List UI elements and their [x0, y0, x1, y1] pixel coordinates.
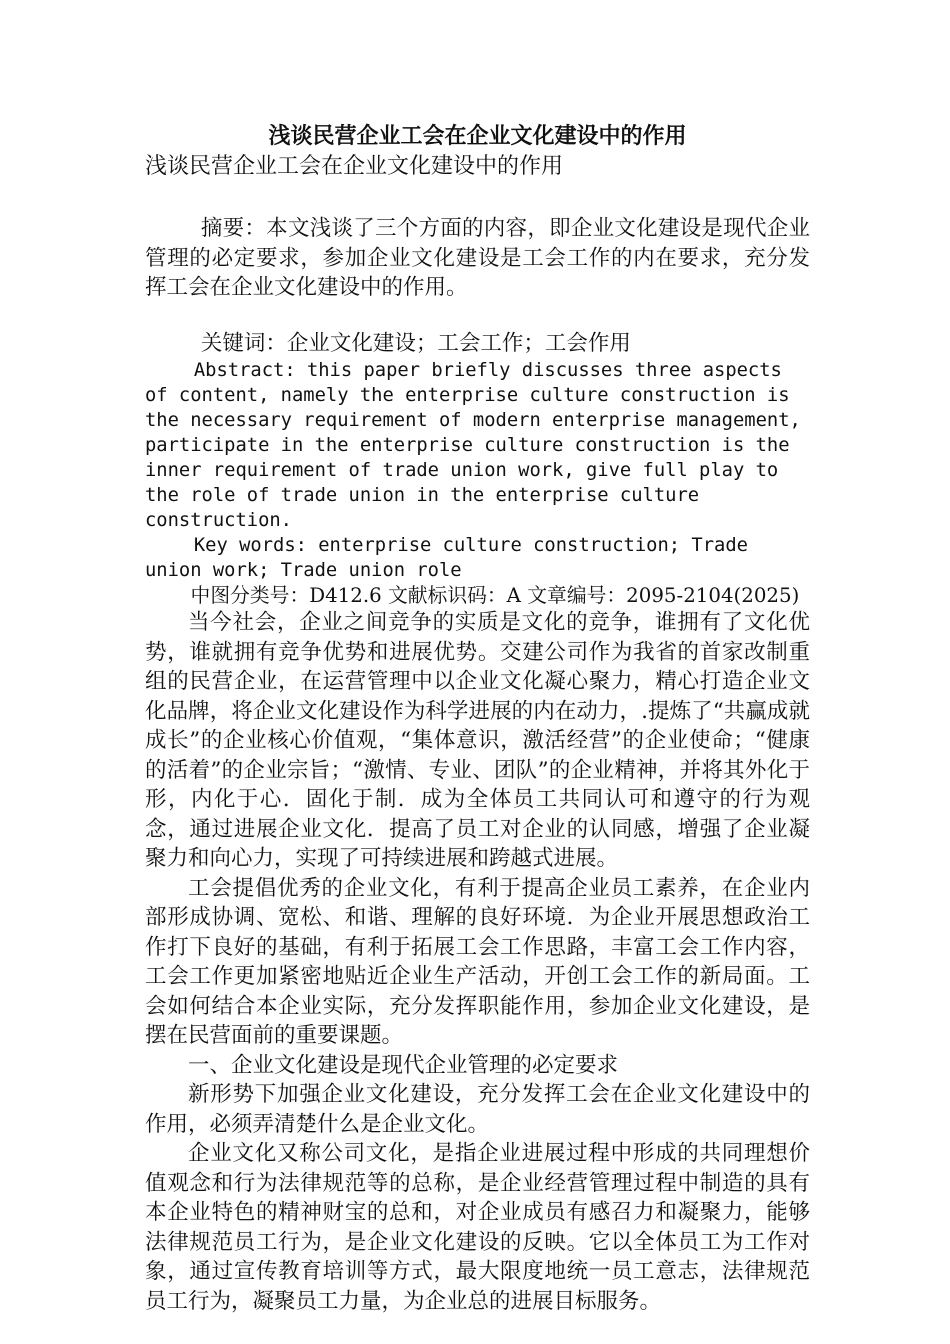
document-page: [145, 120, 810, 1316]
section-heading-1: 一、企业文化建设是现代企业管理的必定要求: [188, 1052, 619, 1078]
body-paragraph-4: 企业文化又称公司文化，是指企业进展过程中形成的共同理想价值观念和行为法律规范等的总称，是企业经营管理过程中制造的具有本企业特色的精神财宝的总和，对企业成员有感召力和凝聚力，能够法律规范员工行为，是企业文化建设的反映。它以全体员工为工作对象，通过宣传教育培训等方式，最大限度地统一员工意志，法律规范员工行为，凝聚员工力量，为企业总的进展目标服务。: [145, 1141, 810, 1314]
document-subtitle: 浅谈民营企业工会在企业文化建设中的作用: [145, 154, 564, 179]
abstract-zh: 摘要：本文浅谈了三个方面的内容，即企业文化建设是现代企业管理的必定要求，参加企业文化建设是工会工作的内在要求，充分发挥工会在企业文化建设中的作用。: [145, 216, 810, 300]
keywords-en: Key words: enterprise culture construction; Trade union work; Trade union role: [145, 535, 748, 581]
classification-line: 中图分类号：D412.6 文献标识码：A 文章编号：2095-2104(2025): [190, 584, 800, 607]
body-paragraph-2: 工会提倡优秀的企业文化，有利于提高企业员工素养，在企业内部形成协调、宽松、和谐、理解的良好环境．为企业开展思想政治工作打下良好的基础，有利于拓展工会工作思路，丰富工会工作内容，工会工作更加紧密地贴近企业生产活动，开创工会工作的新局面。工会如何结合本企业实际，充分发挥职能作用，参加企业文化建设，是摆在民营面前的重要课题。: [145, 875, 810, 1048]
body-paragraph-1: 当今社会，企业之间竞争的实质是文化的竞争，谁拥有了文化优势，谁就拥有竞争优势和进展优势。交建公司作为我省的首家改制重组的民营企业，在运营管理中以企业文化凝心聚力，精心打造企业文化品牌，将企业文化建设作为科学进展的内在动力，.提炼了“共赢成就成长”的企业核心价值观，“集体意识，激活经营”的企业使命；“健康的活着”的企业宗旨；“激情、专业、团队”的企业精神，并将其外化于形，内化于心．固化于制．成为全体员工共同认可和遵守的行为观念，通过进展企业文化．提高了员工对企业的认同感，增强了企业凝聚力和向心力，实现了可持续进展和跨越式进展。: [145, 610, 810, 871]
keywords-zh: 关键词：企业文化建设；工会工作；工会作用: [200, 330, 631, 356]
document-title: 浅谈民营企业工会在企业文化建设中的作用: [268, 123, 687, 149]
spacer: [145, 303, 810, 329]
spacer: [145, 188, 810, 214]
body-paragraph-3: 新形势下加强企业文化建设，充分发挥工会在企业文化建设中的作用，必须弄清楚什么是企业文化。: [145, 1082, 810, 1137]
abstract-en: Abstract: this paper briefly discusses three aspects of content, namely the enterprise culture construction is the necessary requirement of modern enterprise management, participate in the enterprise culture construction is the inner requirement of trade union work, give full play to the role of trade union in the enterprise culture construction.: [145, 360, 801, 531]
